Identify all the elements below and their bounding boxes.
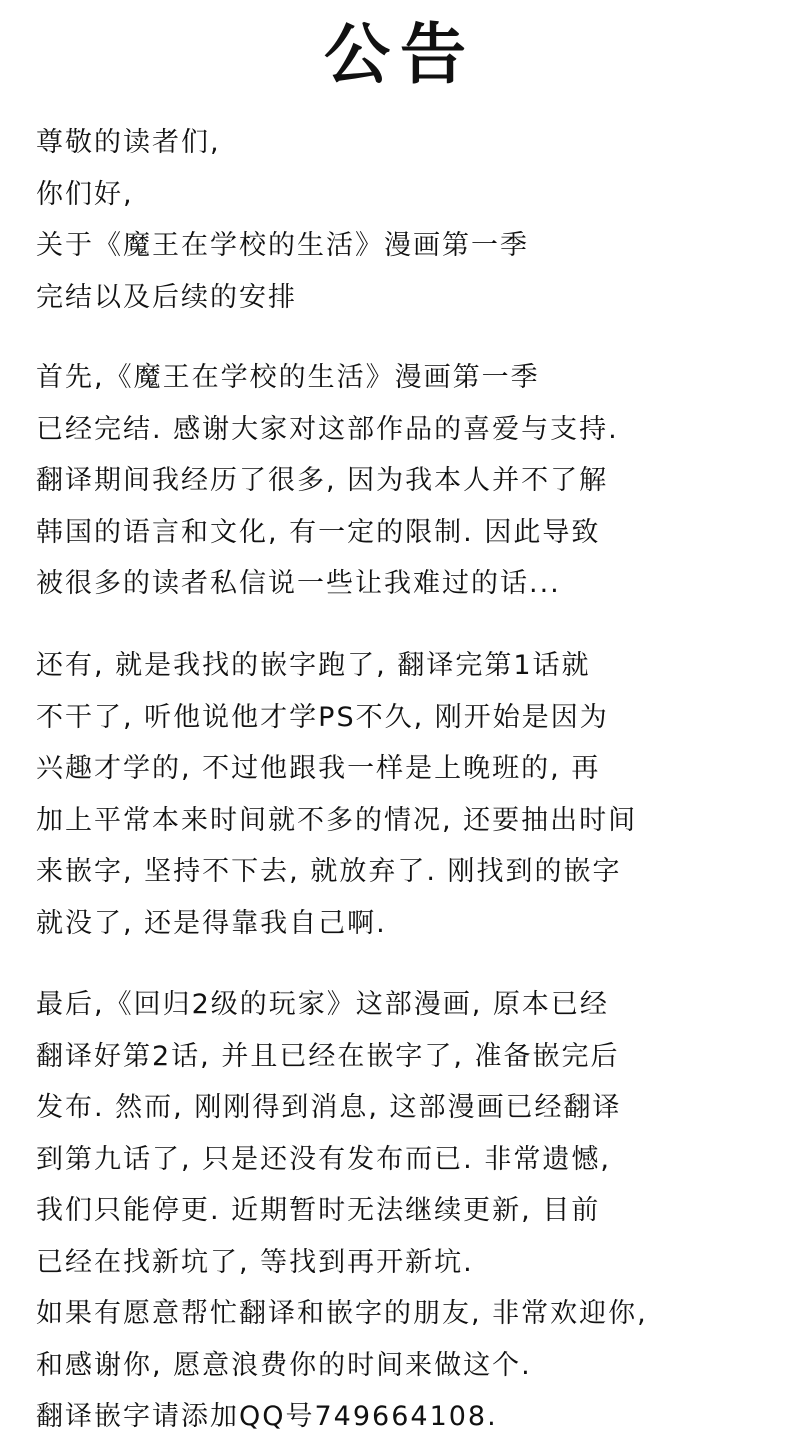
text-line: 加上平常本来时间就不多的情况, 还要抽出时间 xyxy=(36,804,638,836)
text-line: 还有, 就是我找的嵌字跑了, 翻译完第1话就 xyxy=(36,650,591,681)
text-line: 翻译期间我经历了很多, 因为我本人并不了解 xyxy=(36,465,609,496)
greeting-paragraph xyxy=(36,117,776,323)
text-line: 如果有愿意帮忙翻译和嵌字的朋友, 非常欢迎你, xyxy=(36,1298,648,1329)
text-line: 已经完结. 感谢大家对这部作品的喜爱与支持. xyxy=(36,413,619,445)
text-line: 和感谢你, 愿意浪费你的时间来做这个. xyxy=(36,1349,532,1381)
text-line: 关于《魔王在学校的生活》漫画第一季 xyxy=(36,230,529,261)
text-line: 就没了, 还是得靠我自己啊. xyxy=(36,907,387,939)
notice-title: 公告 xyxy=(324,16,476,93)
contact-line: 翻译嵌字请添加QQ号749664108. xyxy=(36,1401,498,1432)
season-end-paragraph xyxy=(36,352,776,610)
text-line: 我们只能停更. 近期暂时无法继续更新, 目前 xyxy=(36,1195,601,1226)
text-line: 已经在找新坑了, 等找到再开新坑. xyxy=(36,1246,474,1278)
text-line: 首先,《魔王在学校的生活》漫画第一季 xyxy=(36,362,540,393)
text-line: 发布. 然而, 刚刚得到消息, 这部漫画已经翻译 xyxy=(36,1092,622,1123)
text-line: 被很多的读者私信说一些让我难过的话... xyxy=(36,568,561,599)
text-line: 兴趣才学的, 不过他跟我一样是上晚班的, 再 xyxy=(36,753,601,784)
text-line: 尊敬的读者们, xyxy=(36,127,221,158)
text-line: 完结以及后续的安排 xyxy=(36,281,297,313)
text-line: 到第九话了, 只是还没有发布而已. 非常遗憾, xyxy=(36,1143,611,1175)
final-paragraph xyxy=(36,979,776,1443)
text-line: 最后,《回归2级的玩家》这部漫画, 原本已经 xyxy=(36,989,609,1020)
text-line: 翻译好第2话, 并且已经在嵌字了, 准备嵌完后 xyxy=(36,1040,620,1072)
text-line: 你们好, xyxy=(36,178,134,210)
text-line: 不干了, 听他说他才学PS不久, 刚开始是因为 xyxy=(36,701,609,733)
typesetter-paragraph xyxy=(36,640,776,949)
text-line: 来嵌字, 坚持不下去, 就放弃了. 刚找到的嵌字 xyxy=(36,856,622,887)
text-line: 韩国的语言和文化, 有一定的限制. 因此导致 xyxy=(36,516,601,548)
